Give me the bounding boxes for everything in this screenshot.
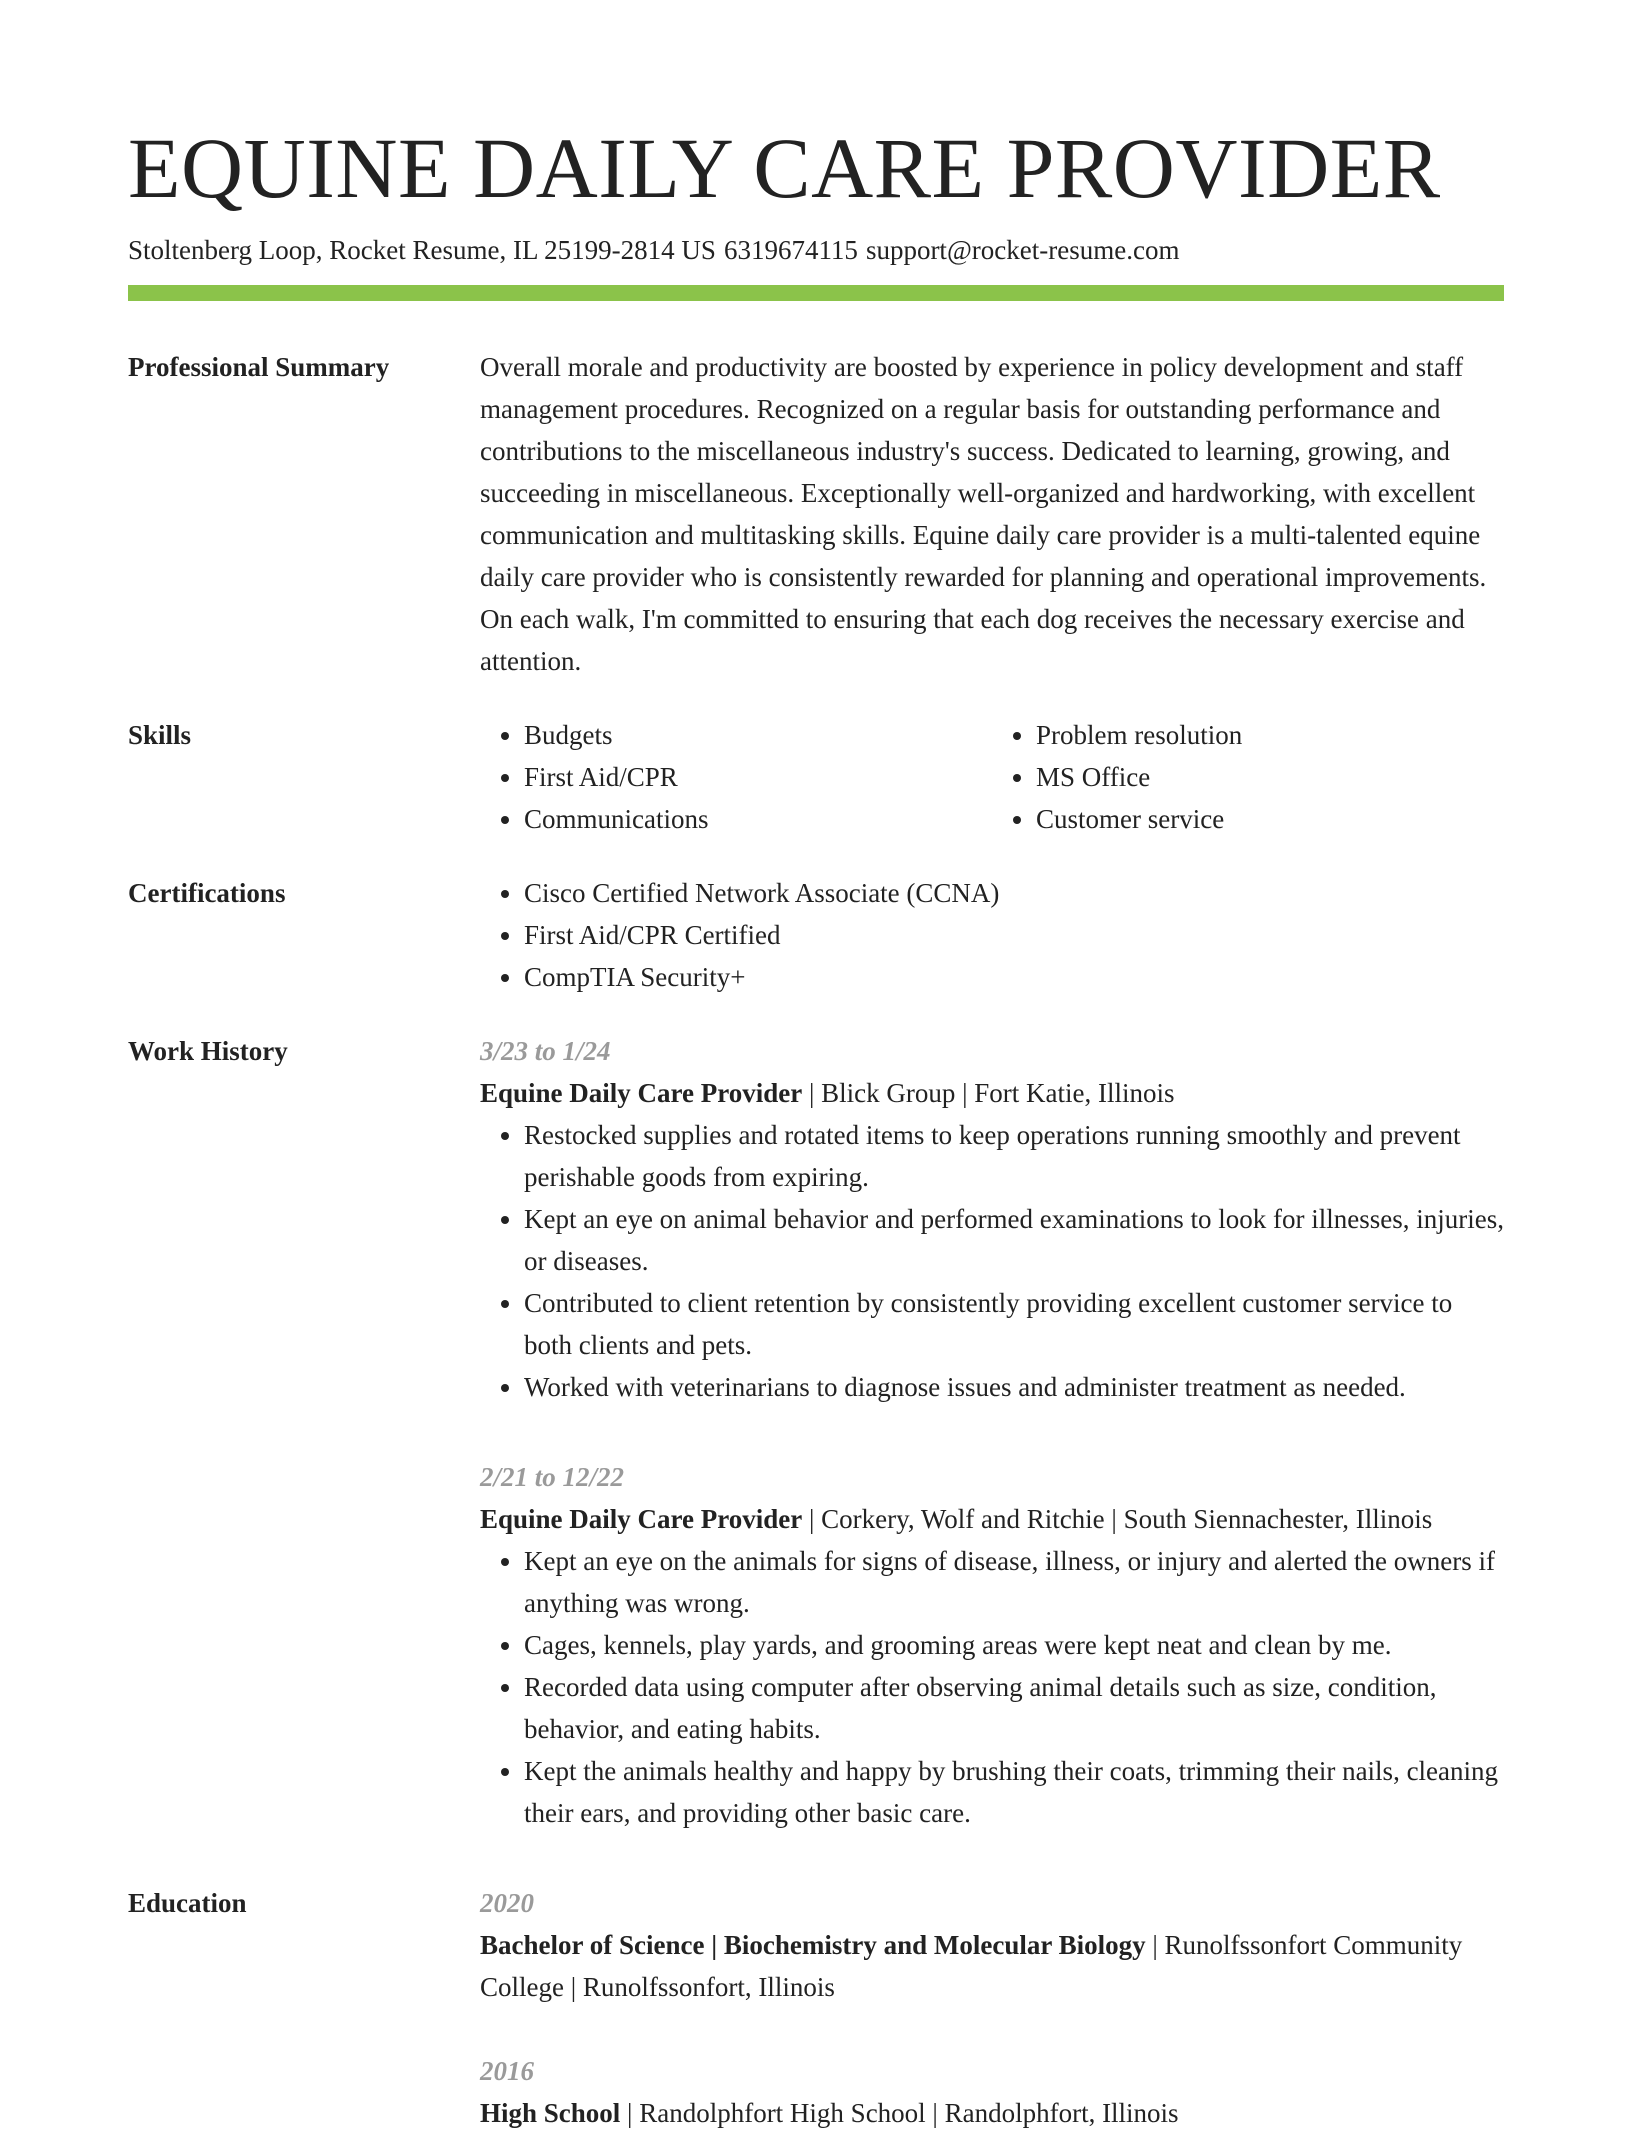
- certification-item: • First Aid/CPR Certified: [524, 914, 1504, 956]
- job-duty: • Kept an eye on animal behavior and performed examinations to look for illnesses, injuries, or diseases.: [524, 1198, 1504, 1282]
- skills-list-left: [480, 714, 992, 840]
- education-heading: Education: [128, 1888, 247, 1918]
- education-details: | Runolfssonfort Community College | Runolfssonfort, Illinois: [480, 1930, 1463, 2002]
- job-entry: [480, 1030, 1504, 1408]
- job-duties: [480, 1114, 1504, 1408]
- education-entry: [480, 1882, 1504, 2008]
- certifications-heading: Certifications: [128, 878, 286, 908]
- job-duty: • Recorded data using computer after observing animal details such as size, condition, behavior, and eating habits.: [524, 1666, 1504, 1750]
- job-title-line: [480, 1072, 1504, 1114]
- job-role: Equine Daily Care Provider: [480, 1078, 803, 1108]
- education-degree: High School: [480, 2098, 621, 2128]
- education-details: | Randolphfort High School | Randolphfort, Illinois: [620, 2098, 1179, 2128]
- job-title-line: [480, 1498, 1504, 1540]
- job-duty: • Kept the animals healthy and happy by brushing their coats, trimming their nails, cleaning their ears, and providing other basic care.: [524, 1750, 1504, 1834]
- education-year: 2020: [480, 1888, 534, 1918]
- skill-item: • Budgets: [524, 714, 992, 756]
- skill-item: • MS Office: [1036, 756, 1504, 798]
- skill-item: • Communications: [524, 798, 992, 840]
- work-history-heading: Work History: [128, 1036, 288, 1066]
- education-line: [480, 2092, 1504, 2134]
- skills-list-right: [992, 714, 1504, 840]
- skill-item: • Problem resolution: [1036, 714, 1504, 756]
- job-duties: [480, 1540, 1504, 1834]
- job-role: Equine Daily Care Provider: [480, 1504, 803, 1534]
- contact-phone: 6319674115: [723, 235, 858, 265]
- education-line: [480, 1924, 1504, 2008]
- education-year: 2016: [480, 2056, 534, 2086]
- job-details: | Corkery, Wolf and Ritchie | South Siennachester, Illinois: [802, 1504, 1433, 1534]
- job-details: | Blick Group | Fort Katie, Illinois: [802, 1078, 1175, 1108]
- job-entry: [480, 1456, 1504, 1834]
- certifications-list: [480, 872, 1504, 998]
- summary-heading: Professional Summary: [128, 352, 390, 382]
- skills-heading: Skills: [128, 720, 192, 750]
- header-divider: [128, 285, 1504, 301]
- contact-email[interactable]: support@rocket-resume.com: [865, 235, 1180, 265]
- contact-line: [128, 230, 1179, 270]
- job-dates: 3/23 to 1/24: [480, 1036, 611, 1066]
- certification-item: • Cisco Certified Network Associate (CCNA): [524, 872, 1504, 914]
- job-duty: • Cages, kennels, play yards, and grooming areas were kept neat and clean by me.: [524, 1624, 1504, 1666]
- certification-item: • CompTIA Security+: [524, 956, 1504, 998]
- education-degree: Bachelor of Science | Biochemistry and Molecular Biology: [480, 1930, 1146, 1960]
- job-duty: • Worked with veterinarians to diagnose issues and administer treatment as needed.: [524, 1366, 1504, 1408]
- skill-item: • Customer service: [1036, 798, 1504, 840]
- job-dates: 2/21 to 12/22: [480, 1462, 625, 1492]
- contact-address: Stoltenberg Loop, Rocket Resume, IL 25199-2814 US: [128, 235, 716, 265]
- summary-text: Overall morale and productivity are boosted by experience in policy development and staff management procedures. Recognized on a regular basis for outstanding performance and contributions to the miscellaneous industry's success. Dedicated to learning, growing, and succeeding in miscellaneous. Exceptionally well-organized and hardworking, with excellent communication and multitasking skills. Equine daily care provider is a multi-talented equine daily care provider who is consistently rewarded for planning and operational improvements. On each walk, I'm committed to ensuring that each dog receives the necessary exercise and attention.: [480, 352, 1487, 676]
- job-duty: • Restocked supplies and rotated items to keep operations running smoothly and prevent perishable goods from expiring.: [524, 1114, 1504, 1198]
- education-entry: [480, 2050, 1504, 2134]
- skill-item: • First Aid/CPR: [524, 756, 992, 798]
- job-duty: • Kept an eye on the animals for signs of disease, illness, or injury and alerted the owners if anything was wrong.: [524, 1540, 1504, 1624]
- job-duty: • Contributed to client retention by consistently providing excellent customer service to both clients and pets.: [524, 1282, 1504, 1366]
- resume-title: EQUINE DAILY CARE PROVIDER: [128, 120, 1441, 216]
